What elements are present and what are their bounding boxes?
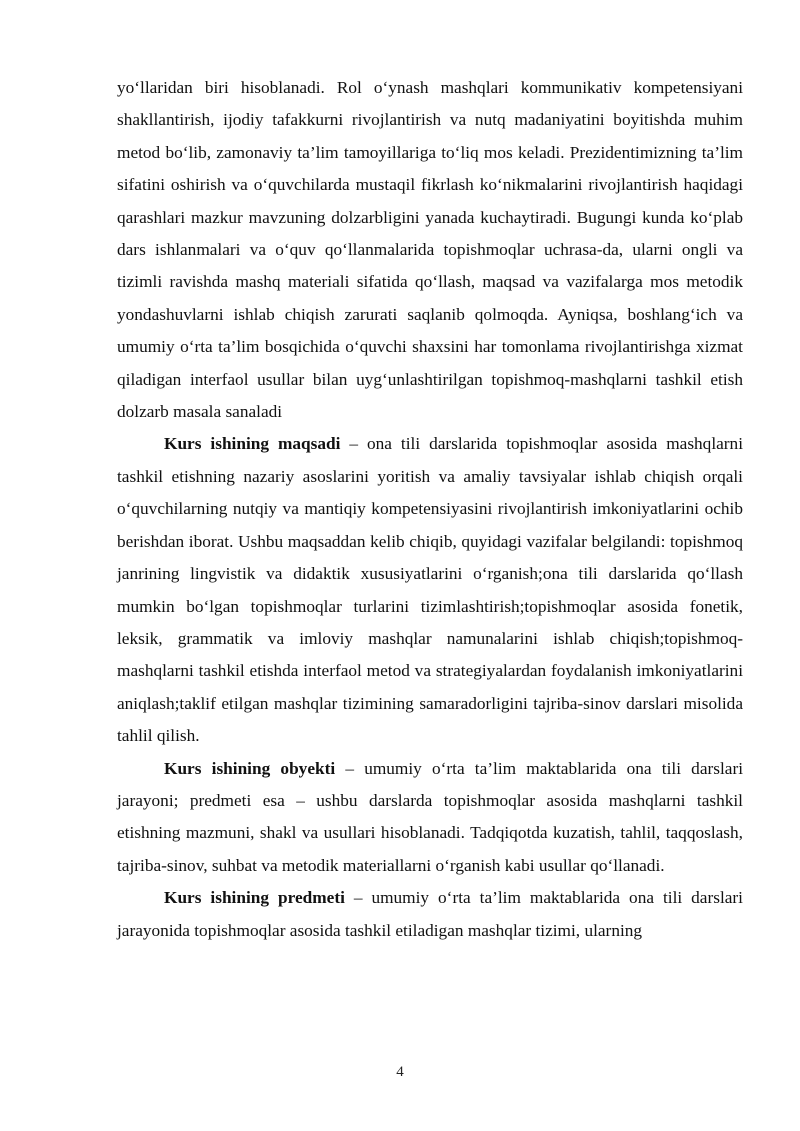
subject-heading: Kurs ishining predmeti bbox=[164, 888, 345, 908]
object-paragraph bbox=[117, 753, 743, 883]
aim-paragraph bbox=[117, 428, 743, 752]
intro-paragraph: yo‘llaridan biri hisoblanadi. Rol o‘ynash mashqlari kommunikativ kompetensiyani shakllantirish, ijodiy tafakkurni rivojlantirish va nutq madaniyatini boyitishda muhim metod bo‘lib, zamonaviy ta’lim tamoyillariga to‘liq mos keladi. Prezidentimizning ta’lim sifatini oshirish va o‘quvchilarda mustaqil fikrlash ko‘nikmalarini rivojlantirish haqidagi qarashlari mazkur mavzuning dolzarbligini yanada kuchaytiradi. Bugungi kunda ko‘plab dars ishlanmalari va o‘quv qo‘llanmalarida topishmoqlar uchrasa-da, ularni ongli va tizimli ravishda mashq materiali sifatida qo‘llash, maqsad va vazifalarga mos metodik yondashuvlarni ishlab chiqish zarurati saqlanib qolmoqda. Ayniqsa, boshlang‘ich va umumiy o‘rta ta’lim bosqichida o‘quvchi shaxsini har tomonlama rivojlantirishga xizmat qiladigan interfaol usullar bilan uyg‘unlashtirilgan topishmoq-mashqlarni tashkil etish dolzarb masala sanaladi bbox=[117, 78, 743, 422]
page-number: 4 bbox=[396, 1064, 404, 1080]
subject-text: – umumiy o‘rta ta’lim maktablarida ona tili darslari jarayonida topishmoqlar asosida tashkil etiladigan mashqlar tizimi, ularning bbox=[117, 888, 743, 940]
object-text: – umumiy o‘rta ta’lim maktablarida ona tili darslari jarayoni; predmeti esa – ushbu darslarda topishmoqlar asosida mashqlarni tashkil etishning mazmuni, shakl va usullari hisoblanadi. Tadqiqotda kuzatish, tahlil, taqqoslash, tajriba-sinov, suhbat va metodik materiallarni o‘rganish kabi usullar qo‘llanadi. bbox=[117, 758, 744, 875]
aim-text: – ona tili darslarida topishmoqlar asosida mashqlarni tashkil etishning nazariy asoslarini yoritish va amaliy tavsiyalar ishlab chiqish orqali o‘quvchilarning nutqiy va mantiqiy kompetensiyasini rivojlantirish imkoniyatlarini ochib berishdan iborat. Ushbu maqsaddan kelib chiqib, quyidagi vazifalar belgilandi: topishmoq janrining lingvistik va didaktik xususiyatlarini o‘rganish;ona tili darslarida qo‘llash mumkin bo‘lgan topishmoqlar turlarini tizimlashtirish;topishmoqlar asosida fonetik, leksik, grammatik va imloviy mashqlar namunalarini ishlab chiqish;topishmoq-mashqlarni tashkil etishda interfaol metod va strategiyalardan foydalanish imkoniyatlarini aniqlash;taklif etilgan mashqlar tizimining samaradorligini tajriba-sinov darslari misolida tahlil qilish. bbox=[117, 434, 743, 746]
object-heading: Kurs ishining obyekti bbox=[164, 758, 336, 778]
subject-paragraph bbox=[117, 882, 743, 947]
body-text bbox=[117, 72, 743, 947]
aim-heading: Kurs ishining maqsadi bbox=[164, 434, 341, 454]
